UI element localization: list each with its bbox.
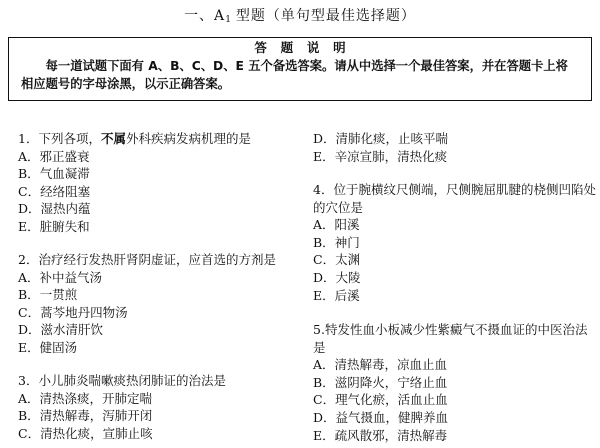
question-2	[18, 251, 303, 357]
option-c	[313, 391, 598, 409]
question-stem	[18, 372, 303, 390]
question-1	[18, 130, 303, 236]
option-d	[18, 321, 303, 339]
question-stem	[313, 181, 598, 216]
option-b	[18, 165, 303, 183]
stem-text: 下列各项，	[38, 131, 101, 146]
option-letter: C．	[18, 304, 41, 320]
option-text: 一贯煎	[39, 287, 78, 303]
option-text: 脏腑失和	[39, 218, 90, 234]
option-a	[313, 356, 598, 374]
option-letter: D．	[313, 269, 336, 285]
option-letter: B．	[313, 234, 335, 250]
option-letter: D．	[18, 322, 41, 338]
option-e	[18, 339, 303, 357]
option-b	[313, 374, 598, 392]
section-title-suffix: 型题（单句型最佳选择题）	[235, 8, 416, 24]
question-number: 4．	[313, 182, 334, 197]
question-3-continued	[313, 130, 598, 165]
option-e	[313, 427, 598, 445]
stem-text: 外科疾病发病机理的是	[125, 131, 251, 146]
question-number: 5.	[313, 322, 325, 337]
option-text: 疏风散邪，清热解毒	[334, 427, 448, 443]
option-d	[18, 200, 303, 218]
instruction-box	[8, 37, 592, 101]
option-text: 益气摄血，健脾养血	[335, 409, 449, 425]
option-b	[18, 407, 303, 425]
option-a	[18, 269, 303, 287]
question-number: 2．	[18, 252, 39, 267]
option-letter: D．	[313, 409, 336, 425]
option-text: 辛凉宣肺，清热化痰	[334, 148, 448, 164]
option-c	[18, 304, 303, 322]
option-text: 清热解毒，凉血止血	[334, 357, 448, 373]
option-letter: E．	[313, 427, 335, 443]
option-b	[18, 286, 303, 304]
option-letter: E．	[18, 339, 40, 355]
option-text: 太渊	[335, 252, 361, 268]
option-letter: D．	[313, 131, 336, 146]
option-text: 滋阴降火，宁络止血	[334, 374, 448, 390]
option-text: 蒿芩地丹四物汤	[40, 304, 128, 320]
question-4	[313, 181, 598, 304]
option-text: 健固汤	[39, 339, 78, 355]
option-e	[18, 218, 303, 236]
option-text: 清热涤痰，开肺定喘	[39, 390, 153, 406]
option-letter: B．	[18, 408, 40, 424]
option-text: 气血凝滞	[39, 166, 90, 182]
option-letter: C．	[18, 183, 41, 199]
question-5	[313, 321, 598, 444]
option-text: 补中益气汤	[39, 269, 103, 285]
option-e	[313, 287, 598, 305]
option-letter: A．	[18, 148, 40, 164]
option-text: 理气化瘀，活血止血	[335, 392, 448, 408]
option-text: 滋水清肝饮	[40, 322, 104, 338]
option-a	[18, 390, 303, 408]
option-letter: A．	[313, 217, 335, 233]
question-number: 3．	[18, 373, 39, 388]
instruction-body: 每一道试题下面有 A、B、C、D、E 五个备选答案。请从中选择一个最佳答案，并在答题卡上将相应题号的字母涂黑，以示正确答案。	[21, 59, 568, 91]
option-letter: B．	[18, 287, 40, 303]
option-d	[313, 269, 598, 287]
option-letter: E．	[313, 148, 335, 164]
option-letter: A．	[313, 357, 335, 373]
option-text: 后溪	[334, 287, 360, 303]
option-letter: D．	[18, 201, 41, 217]
option-c	[313, 251, 598, 269]
option-letter: B．	[18, 166, 40, 182]
option-text: 湿热内蕴	[40, 201, 91, 217]
option-text: 经络阻塞	[40, 183, 91, 199]
question-number: 1．	[18, 131, 39, 146]
option-text: 大陵	[335, 269, 361, 285]
option-c	[18, 183, 303, 201]
option-text: 清热解毒，泻肺开闭	[39, 408, 153, 424]
question-3	[18, 372, 303, 442]
option-letter: B．	[313, 374, 335, 390]
section-title	[0, 6, 600, 30]
option-letter: E．	[313, 287, 335, 303]
option-letter: C．	[313, 392, 336, 408]
option-letter: A．	[18, 390, 40, 406]
option-c	[18, 425, 303, 443]
section-title-subscript: 1	[225, 15, 232, 25]
option-text: 邪正盛衰	[39, 148, 90, 164]
option-text: 清肺化痰，止咳平喘	[335, 131, 449, 146]
stem-text: 小儿肺炎喘嗽痰热闭肺证的治法是	[38, 373, 226, 388]
option-d	[313, 409, 598, 427]
stem-text: 治疗经行发热肝肾阴虚证，应首选的方剂是	[38, 252, 276, 267]
stem-text: 位于腕横纹尺侧端，尺侧腕屈肌腱的桡侧凹陷处的穴位是	[313, 182, 596, 215]
option-letter: C．	[313, 252, 336, 268]
option-b	[313, 234, 598, 252]
question-stem	[18, 251, 303, 269]
option-d	[313, 130, 598, 148]
option-a	[313, 216, 598, 234]
section-title-prefix: 一、A	[184, 8, 226, 24]
stem-text: 特发性血小板减少性紫癜气不摄血证的中医治法是	[313, 322, 588, 355]
option-a	[18, 148, 303, 166]
instruction-heading: 答题说明	[254, 40, 360, 55]
option-letter: A．	[18, 269, 40, 285]
stem-emphasis: 不属	[100, 131, 126, 146]
option-text: 神门	[334, 234, 360, 250]
question-stem	[18, 130, 303, 148]
option-e	[313, 148, 598, 166]
option-letter: E．	[18, 218, 40, 234]
question-stem	[313, 321, 598, 356]
option-text: 清热化痰，宣肺止咳	[40, 425, 153, 441]
option-letter: C．	[18, 425, 41, 441]
option-text: 阳溪	[334, 217, 360, 233]
